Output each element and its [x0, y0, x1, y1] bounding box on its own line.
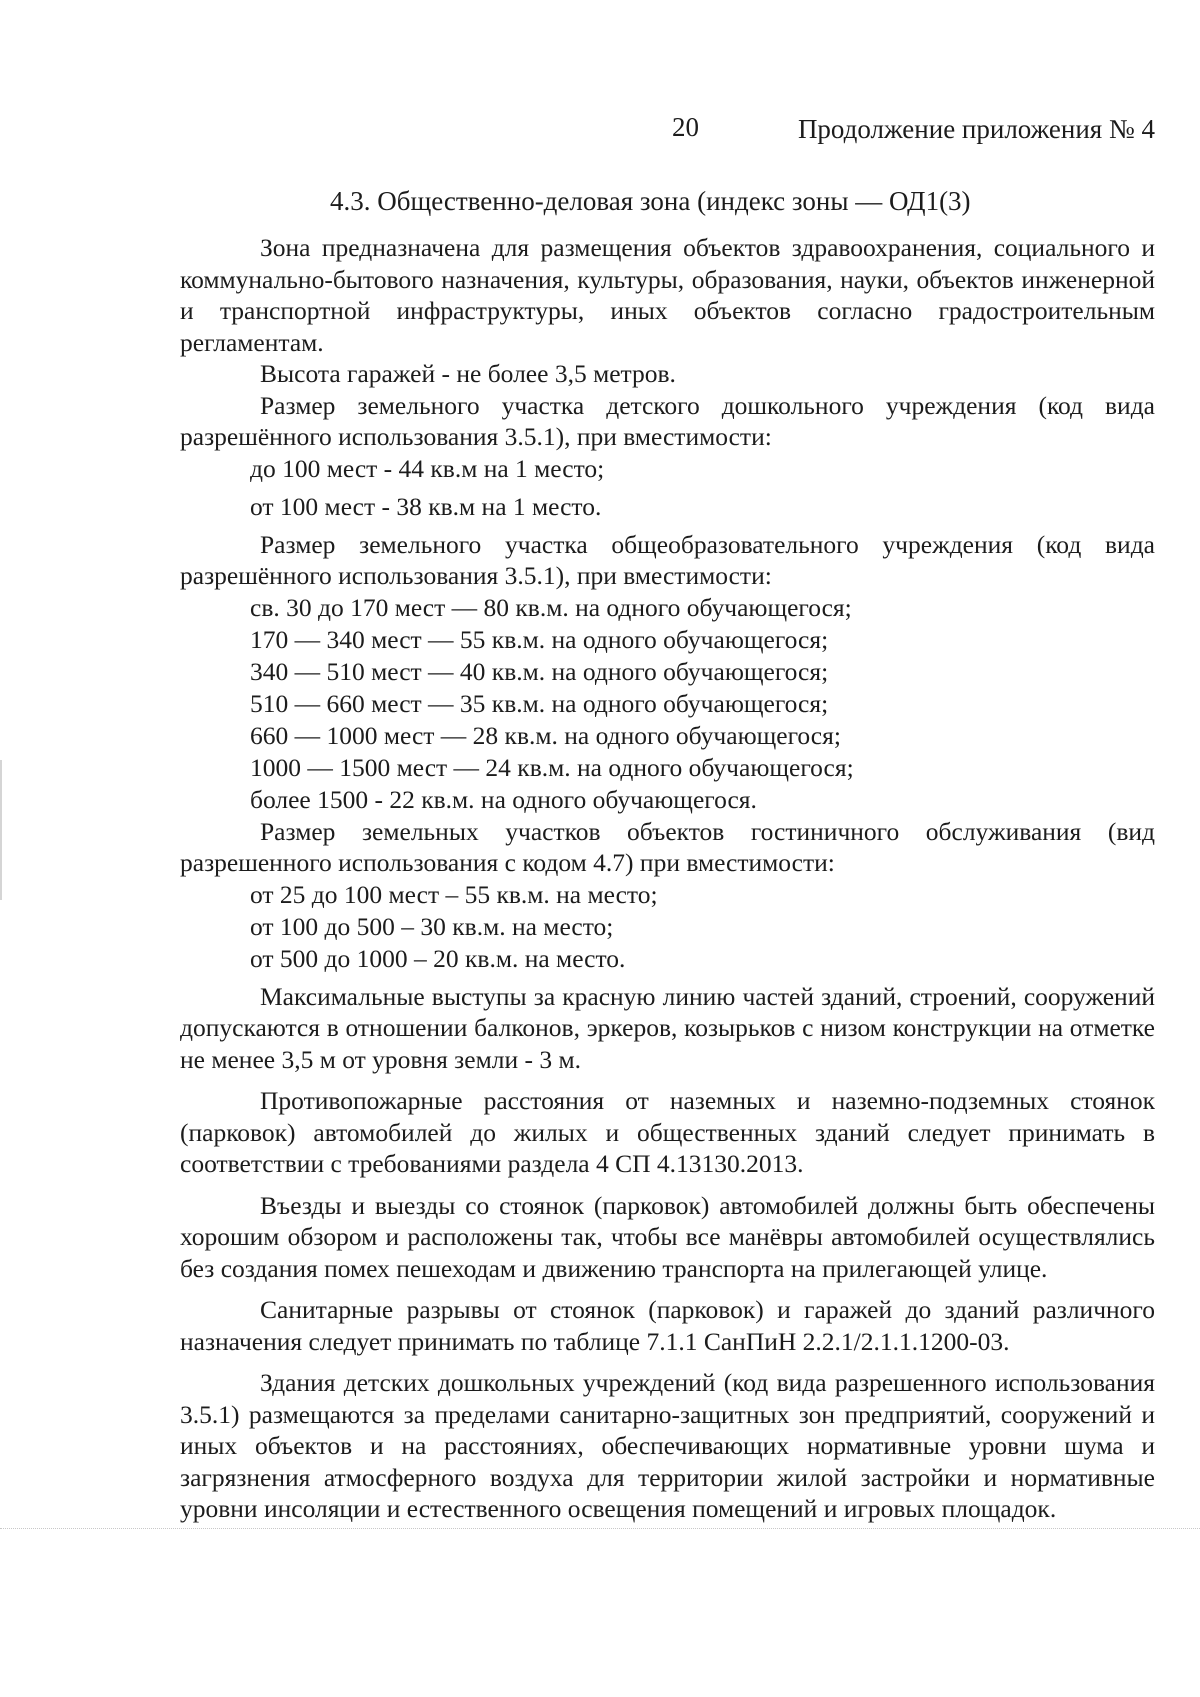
list-item: 660 — 1000 мест — 28 кв.м. на одного обучающегося; — [250, 720, 841, 750]
document-body — [180, 232, 1155, 1525]
list-item: до 100 мест - 44 кв.м на 1 место; — [250, 453, 605, 483]
section-title: 4.3. Общественно-деловая зона (индекс зоны — ОД1(3) — [330, 186, 971, 216]
list-item: более 1500 - 22 кв.м. на одного обучающегося. — [250, 784, 757, 814]
list-item: 1000 — 1500 мест — 24 кв.м. на одного обучающегося; — [250, 752, 854, 782]
running-head: Продолжение приложения № 4 — [797, 114, 1155, 144]
paragraph-hotel-plot: Размер земельных участков объектов гостиничного обслуживания (вид разрешенного использования с кодом 4.7) при вместимости: — [180, 816, 1155, 877]
list-item: 510 — 660 мест — 35 кв.м. на одного обучающегося; — [250, 688, 829, 718]
paragraph-garage-height: Высота гаражей - не более 3,5 метров. — [260, 359, 676, 388]
paragraph-preschool-plot: Размер земельного участка детского дошкольного учреждения (код вида разрешённого использования 3.5.1), при вместимости: — [180, 390, 1155, 451]
paragraph-red-line-projections: Максимальные выступы за красную линию частей зданий, строений, сооружений допускаются в отношении балконов, эркеров, козырьков с низом конструкции на отметке не менее 3,5 м от уровня земли - 3 м. — [180, 981, 1155, 1074]
list-item: от 25 до 100 мест – 55 кв.м. на место; — [250, 879, 658, 909]
paragraph-parking-entrances: Въезды и выезды со стоянок (парковок) автомобилей должны быть обеспечены хорошим обзором и расположены так, чтобы все манёвры автомобилей осуществлялись без создания помех пешеходам и движению транспорта на прилегающей улице. — [180, 1190, 1155, 1283]
paragraph-zone-purpose: Зона предназначена для размещения объектов здравоохранения, социального и коммунально-бытового назначения, культуры, образования, науки, объектов инженерной и транспортной инфраструктуры, иных объектов согласно градостроительным регламентам. — [180, 233, 1155, 357]
list-item: от 100 до 500 – 30 кв.м. на место; — [250, 911, 614, 941]
scan-edge-mark — [0, 760, 2, 900]
list-item: 340 — 510 мест — 40 кв.м. на одного обучающегося; — [250, 656, 829, 686]
paragraph-sanitary-gaps: Санитарные разрывы от стоянок (парковок) и гаражей до зданий различного назначения следует принимать по таблице 7.1.1 СанПиН 2.2.1/2.1.1.1200-03. — [180, 1295, 1155, 1356]
list-item: св. 30 до 170 мест — 80 кв.м. на одного обучающегося; — [250, 592, 852, 622]
scan-dotted-line — [0, 1528, 1200, 1529]
paragraph-school-plot: Размер земельного участка общеобразовательного учреждения (код вида разрешённого использования 3.5.1), при вместимости: — [180, 529, 1155, 590]
list-item: от 500 до 1000 – 20 кв.м. на место. — [250, 943, 626, 973]
paragraph-preschool-buildings: Здания детских дошкольных учреждений (код вида разрешенного использования 3.5.1) размещаются за пределами санитарно-защитных зон предприятий, сооружений и иных объектов и на расстояниях, обеспечивающих нормативные уровни шума и загрязнения атмосферного воздуха для территории жилой застройки и нормативные уровни инсоляции и естественного освещения помещений и игровых площадок. — [180, 1368, 1155, 1523]
list-item: 170 — 340 мест — 55 кв.м. на одного обучающегося; — [250, 624, 829, 654]
page-number: 20 — [672, 112, 699, 142]
list-item: от 100 мест - 38 кв.м на 1 место. — [250, 491, 602, 521]
paragraph-fire-distances: Противопожарные расстояния от наземных и наземно-подземных стоянок (парковок) автомобилей до жилых и общественных зданий следует принимать в соответствии с требованиями раздела 4 СП 4.13130.2013. — [180, 1086, 1155, 1178]
